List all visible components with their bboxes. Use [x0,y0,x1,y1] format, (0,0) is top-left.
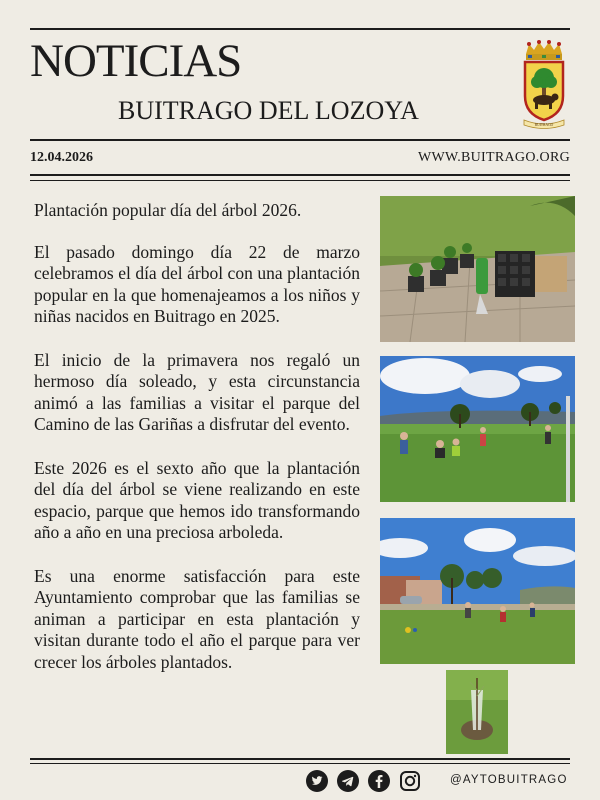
photo-seedlings [380,196,575,342]
masthead-rule [30,139,570,141]
masthead-subtitle: BUITRAGO DEL LOZOYA [118,96,419,125]
website-link[interactable]: WWW.BUITRAGO.ORG [417,150,570,165]
top-rule [30,28,570,30]
facebook-icon[interactable] [368,770,390,792]
article-body [34,200,360,695]
social-handle[interactable]: @AYTOBUITRAGO [450,774,568,786]
masthead-title: NOTICIAS [30,35,242,87]
coat-of-arms-icon [520,40,568,130]
crest-motto: BUITRAGO [534,123,554,127]
article-headline: Plantación popular día del árbol 2026. [34,200,302,220]
footer-rule-2 [30,763,570,764]
photo-young-tree [446,670,508,754]
article-paragraph: Este 2026 es el sexto año que la plantación del día del árbol se viene realizando en este espacio, parque que hemos ido transformando año a año en una preciosa arboleda. [34,457,360,542]
article-paragraph: Es una enorme satisfacción para este Ayuntamiento comprobar que las familias se animan a participar en esta plantación y visitan durante todo el año el parque para ver crecer los árboles plantados. [34,565,360,672]
photo-families-park [380,356,575,502]
photo-planted-trees [380,518,575,664]
article-paragraph: El pasado domingo día 22 de marzo celebramos el día del árbol con una plantación popular en la que homenajeamos a los niños y niñas nacidos en Buitrago en 2025. [34,241,360,326]
telegram-icon[interactable] [337,770,359,792]
article-paragraph: El inicio de la primavera nos regaló un hermoso día soleado, y esta circunstancia animó a las familias a visitar el parque del Camino de las Gariñas a disfrutar del evento. [34,349,360,434]
instagram-icon[interactable] [399,770,421,792]
dateline-rule-1 [30,174,570,176]
dateline-rule-2 [30,180,570,181]
footer-rule-1 [30,758,570,760]
twitter-icon[interactable] [306,770,328,792]
date-label: 12.04.2026 [30,150,93,165]
